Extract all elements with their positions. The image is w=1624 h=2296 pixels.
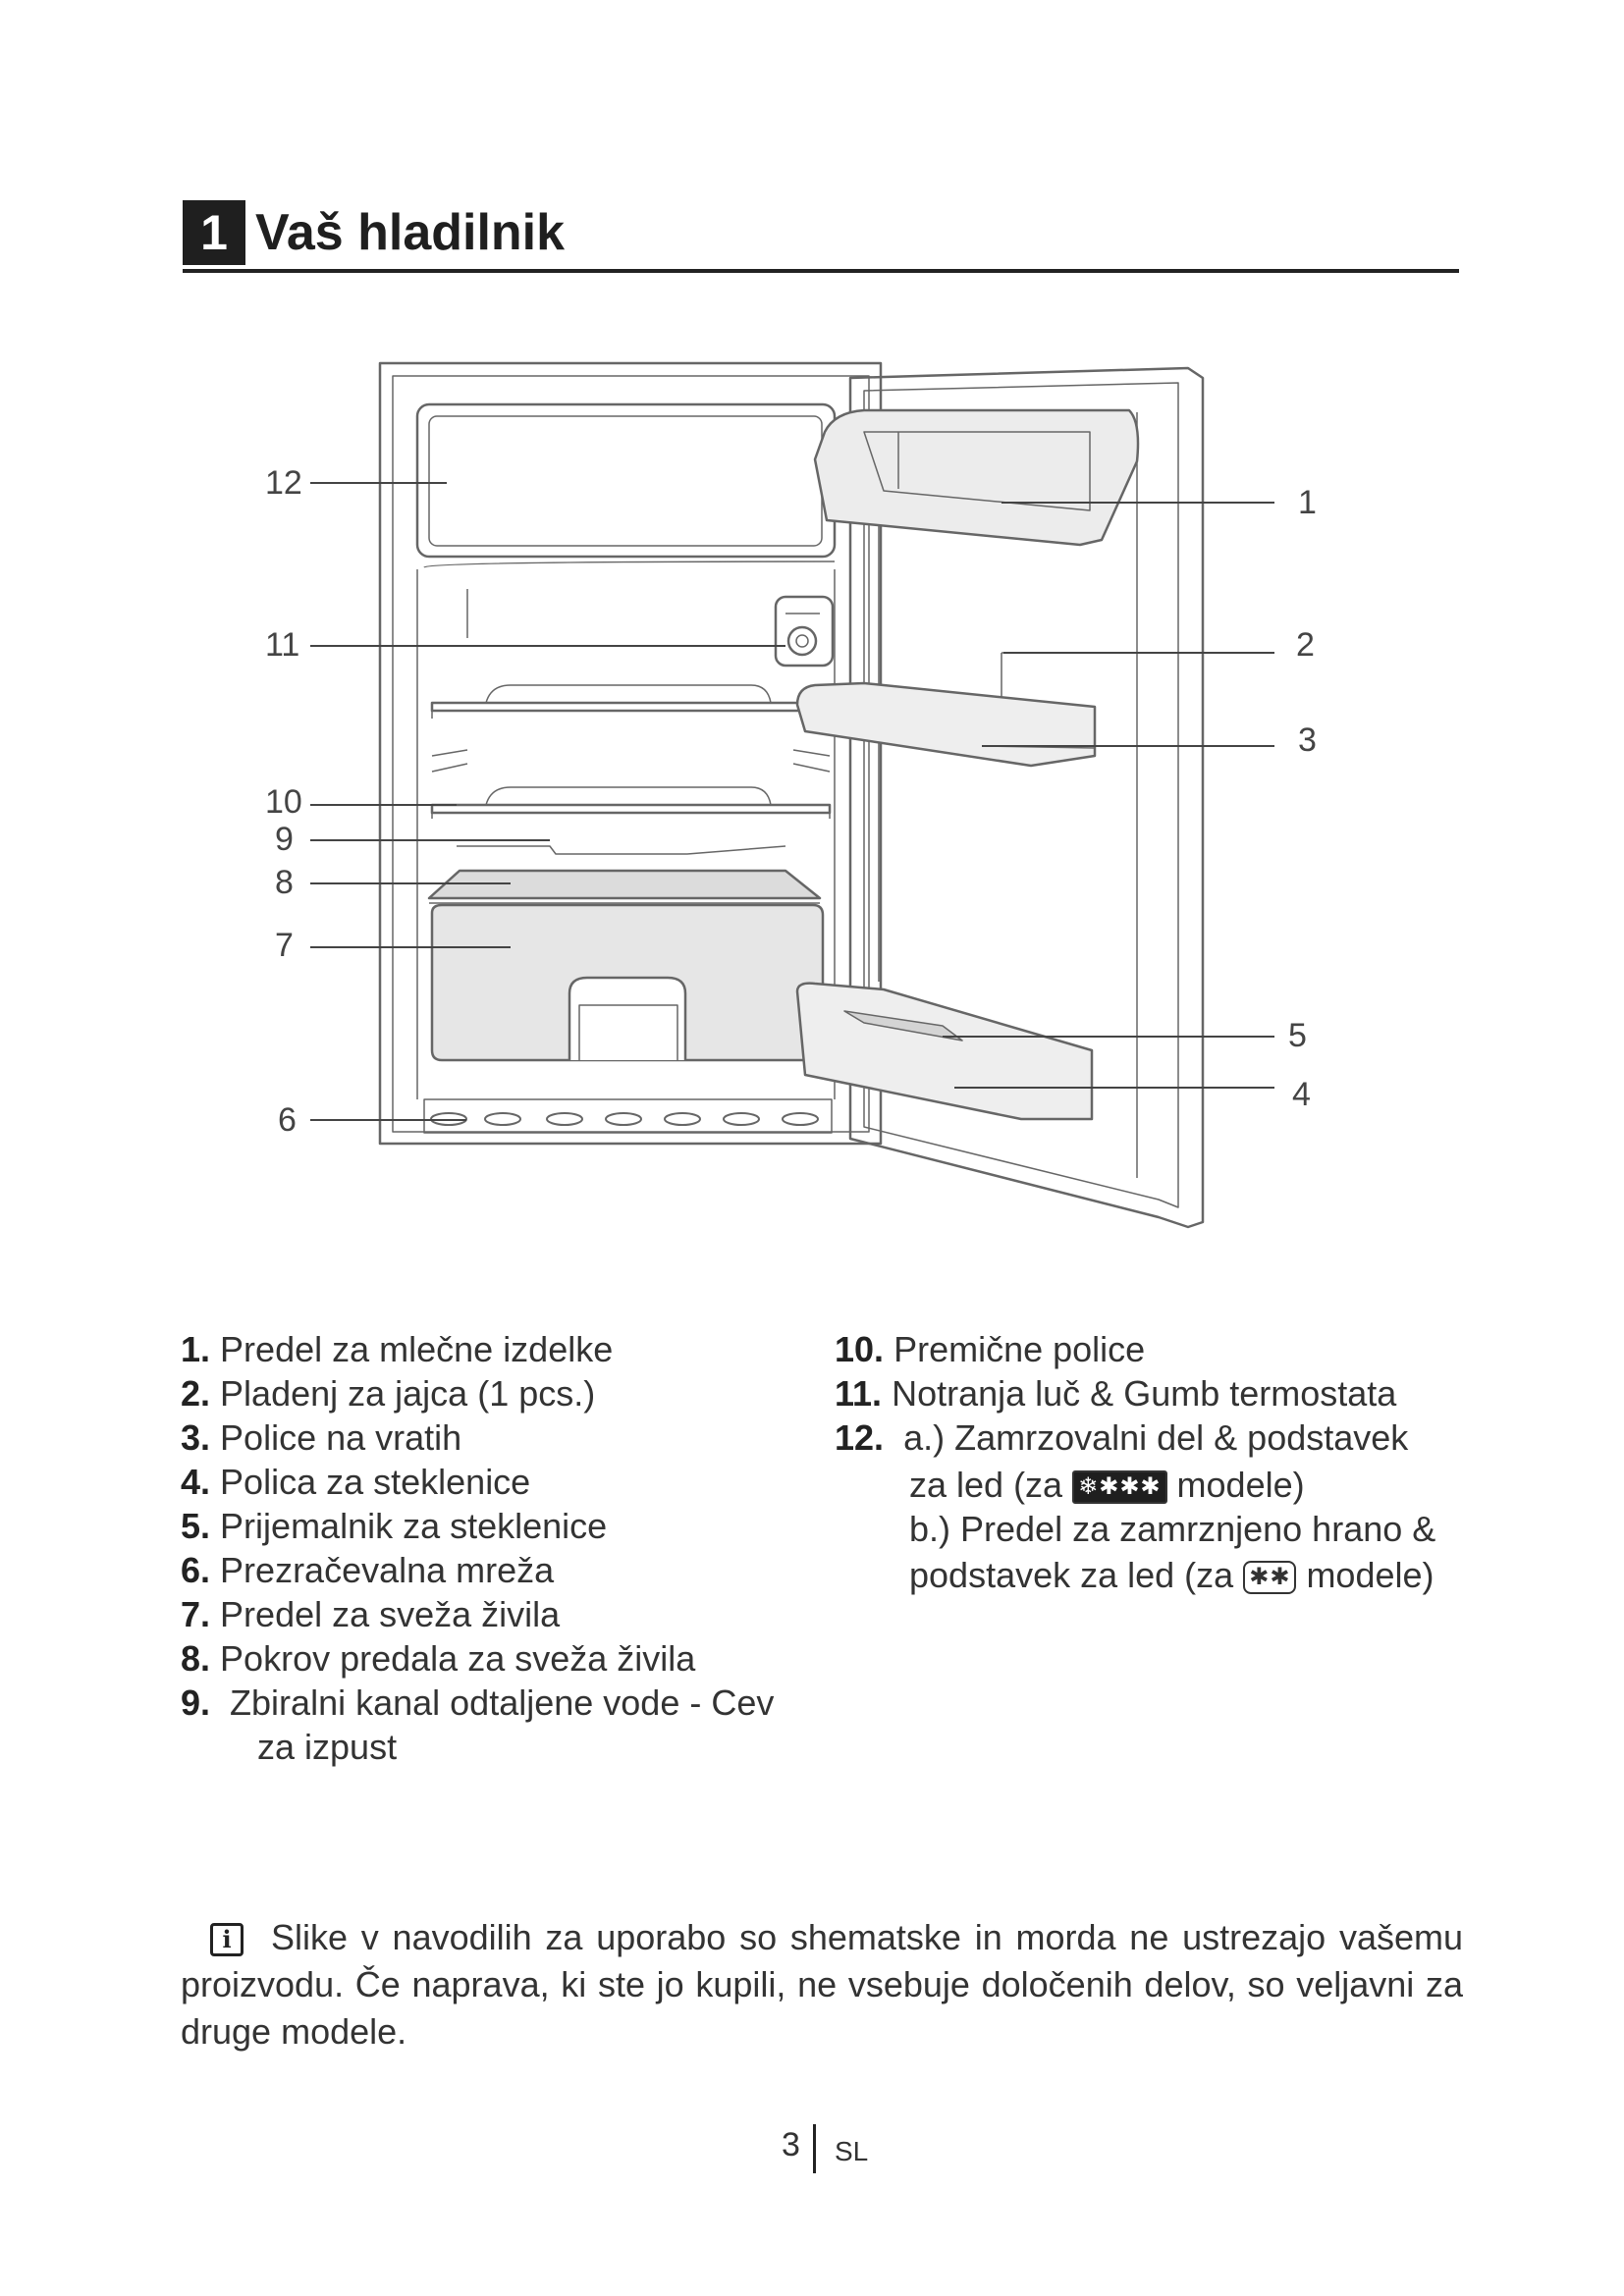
item-text-continued: za izpust xyxy=(257,1727,398,1767)
item-text: Pokrov predala za sveža živila xyxy=(220,1638,696,1679)
item-text-continued: b.) Predel za zamrznjeno hrano & xyxy=(909,1509,1436,1549)
item-text: Prijemalnik za steklenice xyxy=(220,1506,608,1546)
language-code: SL xyxy=(835,2136,869,2166)
list-item xyxy=(181,1460,530,1504)
bottle-shelf xyxy=(797,984,1092,1119)
item-text: Polica za steklenice xyxy=(220,1462,531,1502)
door xyxy=(797,368,1203,1227)
item-text: modele) xyxy=(1306,1555,1435,1595)
item-number: 11. xyxy=(835,1373,883,1414)
list-item xyxy=(181,1592,560,1636)
list-item xyxy=(181,1681,774,1725)
info-icon: i xyxy=(210,1923,244,1956)
section-number: 1 xyxy=(183,200,245,265)
item-number: 6. xyxy=(181,1550,211,1590)
item-text: Premične police xyxy=(893,1329,1146,1369)
item-text: Zbiralni kanal odtaljene vode - Cev xyxy=(230,1682,775,1723)
footer-divider xyxy=(813,2124,816,2173)
callout-4: 4 xyxy=(1292,1076,1311,1113)
shelf-lower xyxy=(432,805,830,813)
item-text: Predel za sveža živila xyxy=(220,1594,561,1634)
item-number: 3. xyxy=(181,1417,211,1458)
item-number: 2. xyxy=(181,1373,211,1414)
callout-10: 10 xyxy=(265,783,302,821)
freezer-two-star-icon: ✱✱ xyxy=(1243,1561,1296,1594)
note-text: Slike v navodilih za uporabo so shematske in morda ne ustrezajo vašemu proizvodu. Če naprava, ki ste jo kupili, ne vsebuje določenih delov, so veljavni za druge modele. xyxy=(181,1917,1463,2052)
section-title: Vaš hladilnik xyxy=(255,204,566,261)
item-number: 5. xyxy=(181,1506,211,1546)
shelf-upper xyxy=(432,703,830,711)
callout-12: 12 xyxy=(265,464,302,502)
callout-7: 7 xyxy=(275,927,294,964)
item-text: Prezračevalna mreža xyxy=(220,1550,555,1590)
callout-11: 11 xyxy=(265,626,300,664)
item-text: modele) xyxy=(1176,1465,1305,1505)
vent-grille xyxy=(424,1099,832,1133)
list-item xyxy=(181,1415,461,1460)
item-number: 9. xyxy=(181,1682,211,1723)
callout-5: 5 xyxy=(1288,1017,1307,1054)
freezer-compartment xyxy=(417,404,835,557)
item-text: Predel za mlečne izdelke xyxy=(220,1329,614,1369)
item-text-continued xyxy=(909,1463,1305,1507)
item-text: za led (za xyxy=(909,1465,1063,1505)
callout-8: 8 xyxy=(275,864,294,901)
freezer-four-star-icon: ❄✱✱✱ xyxy=(1072,1470,1166,1504)
door-shelf xyxy=(797,683,1095,766)
parts-list-left xyxy=(181,1327,809,1779)
list-item xyxy=(181,1548,554,1592)
callout-6: 6 xyxy=(278,1101,297,1139)
page-footer xyxy=(776,2120,893,2179)
drain-channel xyxy=(457,846,785,854)
list-item xyxy=(835,1327,1145,1371)
item-number: 12. xyxy=(835,1417,885,1458)
item-text: Police na vratih xyxy=(220,1417,462,1458)
list-item xyxy=(181,1636,695,1681)
item-text-continued xyxy=(909,1553,1435,1597)
list-item xyxy=(181,1504,607,1548)
item-text: a.) Zamrzovalni del & podstavek xyxy=(903,1417,1409,1458)
item-number: 8. xyxy=(181,1638,211,1679)
callout-2: 2 xyxy=(1296,626,1315,664)
parts-list-right xyxy=(835,1327,1463,1622)
item-text: Pladenj za jajca (1 pcs.) xyxy=(220,1373,596,1414)
page-number: 3 xyxy=(782,2126,800,2163)
item-number: 10. xyxy=(835,1329,885,1369)
item-number: 4. xyxy=(181,1462,211,1502)
item-number: 7. xyxy=(181,1594,211,1634)
callout-3: 3 xyxy=(1298,721,1317,759)
item-text: Notranja luč & Gumb termostata xyxy=(892,1373,1397,1414)
item-text: podstavek za led (za xyxy=(909,1555,1234,1595)
callout-9: 9 xyxy=(275,821,294,858)
list-item xyxy=(835,1415,1408,1460)
list-item xyxy=(181,1371,595,1415)
list-item xyxy=(835,1371,1396,1415)
list-item xyxy=(181,1327,613,1371)
callout-1: 1 xyxy=(1298,484,1317,521)
info-note xyxy=(181,1914,1463,2056)
item-number: 1. xyxy=(181,1329,211,1369)
